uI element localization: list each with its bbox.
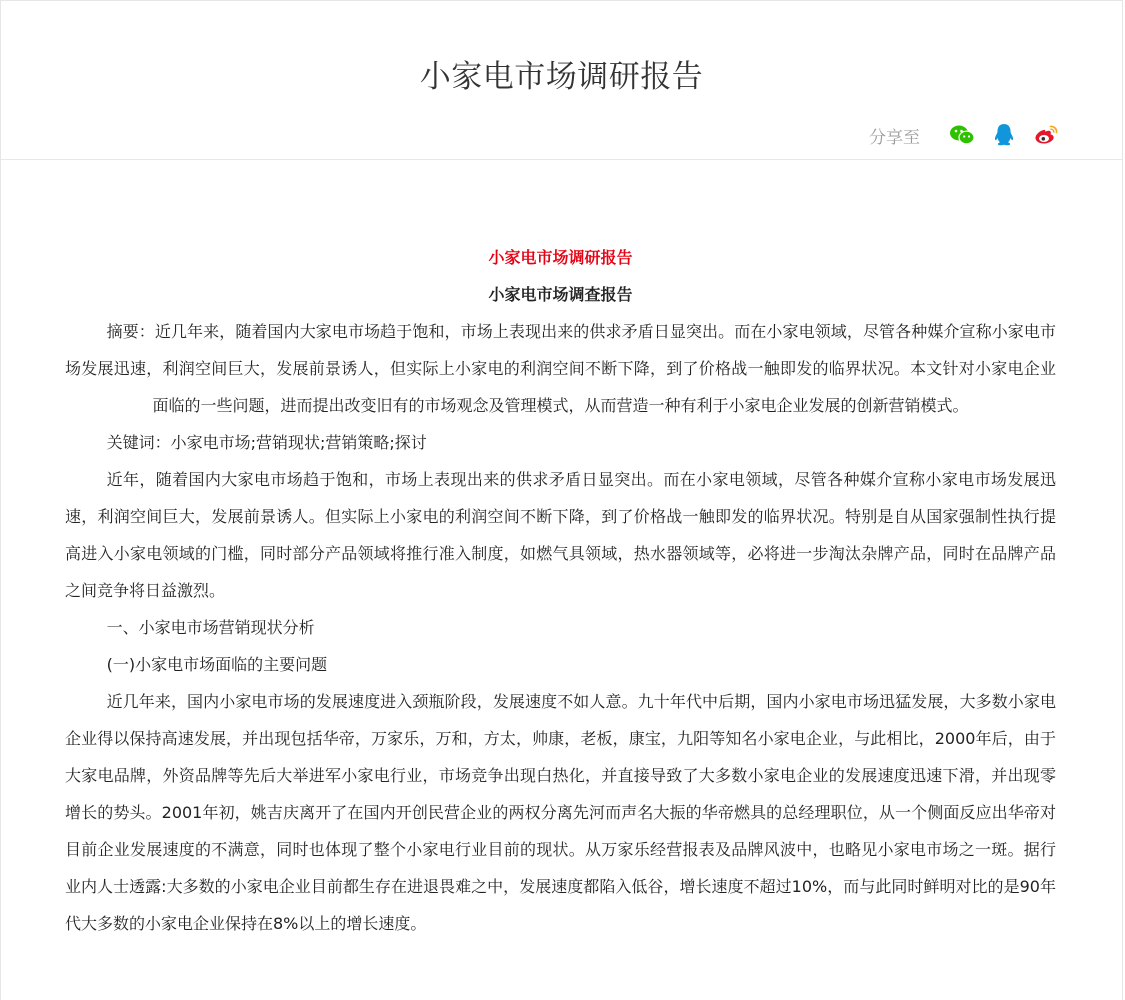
page-title: 小家电市场调研报告 <box>419 59 704 95</box>
article-red-title: 小家电市场调研报告 <box>488 248 633 267</box>
intro-paragraph: 近年，随着国内大家电市场趋于饱和，市场上表现出来的供求矛盾日显突出。而在小家电领域，尽管各种媒介宣称小家电市场发展迅速，利润空间巨大，发展前景诱人。但实际上小家电的利润空间不断下降，到了价格战一触即发的临界状况。特别是自从国家强制性执行提高进入小家电领域的门槛，同时部分产品领域将推行准入制度，如燃气具领域，热水器领域等，必将进一步淘汰杂牌产品，同时在品牌产品之间竞争将日益激烈。 <box>65 470 1056 600</box>
wechat-icon[interactable] <box>948 121 976 149</box>
body-paragraph: 近几年来，国内小家电市场的发展速度进入颈瓶阶段，发展速度不如人意。九十年代中后期，国内小家电市场迅猛发展，大多数小家电企业得以保持高速发展，并出现包括华帝，万家乐，万和，方太，帅康，老板，康宝，九阳等知名小家电企业，与此相比，2000年后，由于大家电品牌，外资品牌等先后大举进军小家电行业，市场竞争出现白热化，并直接导致了大多数小家电企业的发展速度迅速下滑，并出现零增长的势头。2001年初，姚吉庆离开了在国内开创民营企业的两权分离先河而声名大振的华帝燃具的总经理职位，从一个侧面反应出华帝对目前企业发展速度的不满意，同时也体现了整个小家电行业目前的现状。从万家乐经营报表及品牌风波中，也略见小家电市场之一斑。据行业内人士透露:大多数的小家电企业目前都生存在进退畏难之中，发展速度都陷入低谷，增长速度不超过10%，而与此同时鲜明对比的是90年代大多数的小家电企业保持在8%以上的增长速度。 <box>65 692 1056 933</box>
section-heading: 一、小家电市场营销现状分析 <box>106 618 315 637</box>
abstract-paragraph: 摘要：近几年来，随着国内大家电市场趋于饱和，市场上表现出来的供求矛盾日显突出。而在小家电领域，尽管各种媒介宣称小家电市场发展迅速，利润空间巨大，发展前景诱人，但实际上小家电的利润空间不断下降，到了价格战一触即发的临界状况。本文针对小家电企业面临的一些问题，进而提出改变旧有的市场观念及管理模式，从而营造一种有利于小家电企业发展的创新营销模式。 <box>65 322 1056 415</box>
article-subtitle: 小家电市场调查报告 <box>488 285 633 304</box>
keywords-paragraph: 关键词：小家电市场;营销现状;营销策略;探讨 <box>106 433 427 452</box>
subsection-heading: (一)小家电市场面临的主要问题 <box>106 655 328 674</box>
share-label: 分享至 <box>869 127 920 148</box>
article-body <box>65 239 1056 942</box>
document-header <box>1 1 1122 160</box>
share-bar <box>869 121 1060 149</box>
weibo-icon[interactable] <box>1032 121 1060 149</box>
qq-icon[interactable] <box>990 121 1018 149</box>
